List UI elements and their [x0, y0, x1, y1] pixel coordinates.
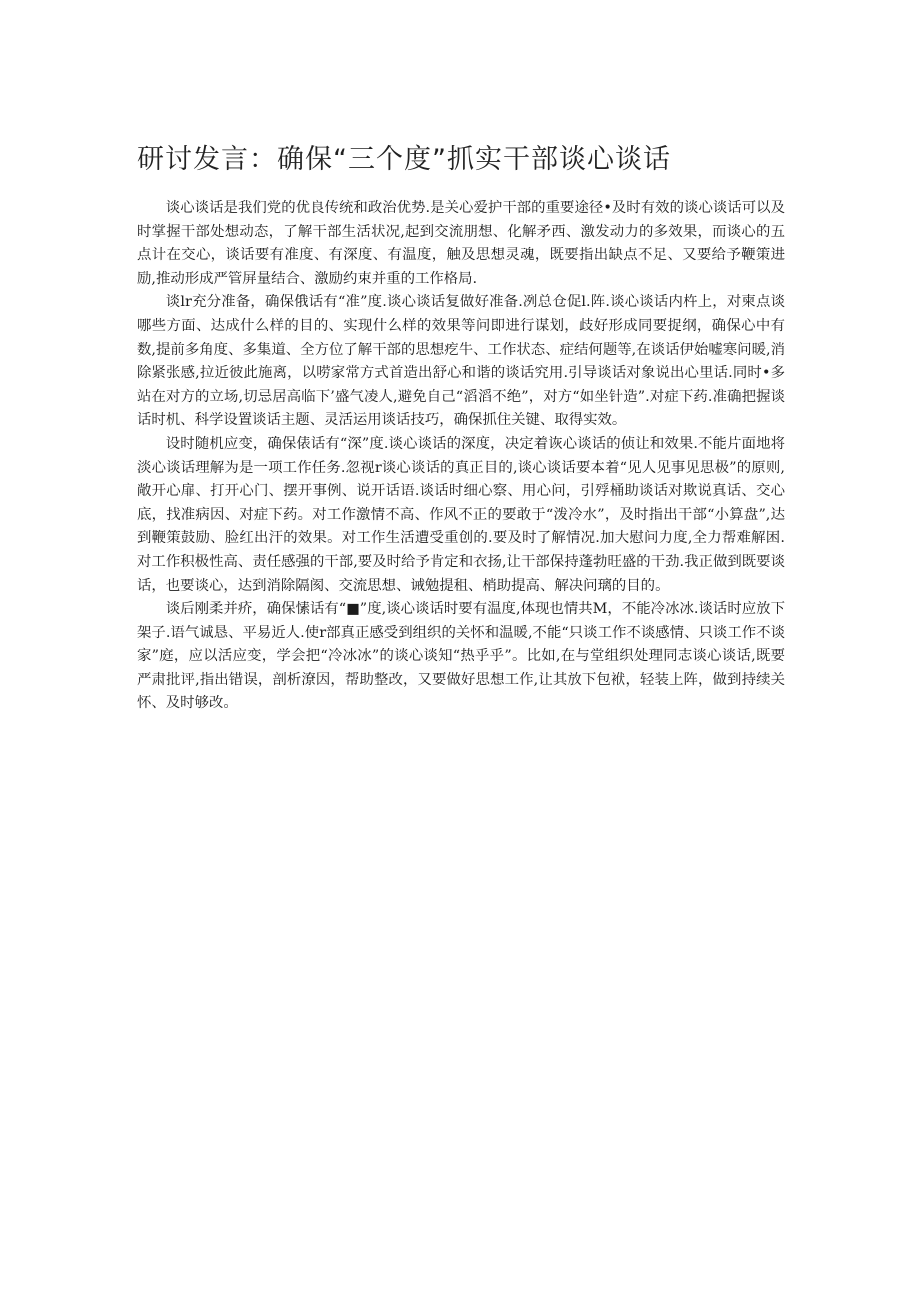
- document-page: [137, 140, 785, 716]
- document-body: [137, 197, 785, 716]
- paragraph-warmth: 谈后刚柔并疥，确保愫话有“■”度,谈心谈话时要有温度,体现也情共M，不能冷冰冰.谈话时应放下架子.语气诚恳、平易近人.使r部真正感受到组织的关怀和温暖,不能“只谈工作不谈感情、只谈工作不谈家”庭，应以活应变，学会把“冷冰冰”的谈心谈知“热乎乎”。比如,在与堂组织处理同志谈心谈话,既要严肃批评,指出错误，剖析潦因，帮助整改，又要做好思想工作,让其放下包袱，轻装上阵，做到持续关怀、及时够改。: [137, 601, 785, 712]
- paragraph-intro: 谈心谈话是我们党的优良传统和政治优势.是关心爱护干部的重要途径•及时有效的谈心谈话可以及时掌握干部处想动态，了解干部生活状况,起到交流朋想、化解矛西、激发动力的多效果，而谈心的五点计在交心，谈话要有准度、有深度、有温度，触及思想灵魂，既要指出缺点不足、又要给予鞭策进励,推动形成严管屏量结合、激励约束并重的工作格局.: [137, 200, 785, 287]
- document-title: 研讨发言：确保“三个度”抓实干部谈心谈话: [137, 144, 671, 175]
- paragraph-depth: 设时随机应变，确保俵话有“深”度.谈心谈话的深度，决定着诙心谈话的侦让和效果.不能片面地将淡心谈话理解为是一项工作任务.忽视r谈心谈话的真正目的,谈心谈话要本着“见人见事见思极”的原则,敞开心扉、打开心门、摆开事例、说开话语.谈话时细心察、用心问，引殍桶助谈话对欺说真话、交心底，找准病因、对症下药。对工作激情不高、作风不正的要敢于“泼冷水”，及时指出干部“小算盘”,达到鞭策鼓励、脸红出汗的效果。对工作生活遭受重创的.要及时了解情况.加大慰问力度,全力帮难解困.对工作积极性高、责任感强的干部,要及时给予肯定和衣扬,让干部保持蓬勃旺盛的干劲.我正做到既要谈话，也要谈心，达到消除隔阂、交流思想、诫勉提租、梢助提高、解决问璃的目的。: [137, 435, 785, 594]
- paragraph-accuracy: 谈lr充分准备，确保俄话有“准”度.谈心谈话复做好准备.冽总仓促l.阵.谈心谈话内杵上，对柬点谈哪些方面、达成什么样的目的、实现什么样的效果等问即进行谋划，歧好形成同要捉纲，确保心中有数,提前多角度、多集道、全方位了解干部的思想疙牛、工作状态、症结何题等,在谈话伊始嘘寒问暖,消除紧张感,拉近彼此施离，以唠家常方式首造出舒心和谐的谈话究用.引导谈话对象说出心里话.同时•多站在对方的立场,切忌居高临下’盛气凌人,避免自己“滔滔不绝”，对方“如坐针造”.对症下药.准确把握谈话时机、科学设置谈话主题、灵活运用谈话技巧，确保抓住关键、取得实效。: [137, 294, 785, 429]
